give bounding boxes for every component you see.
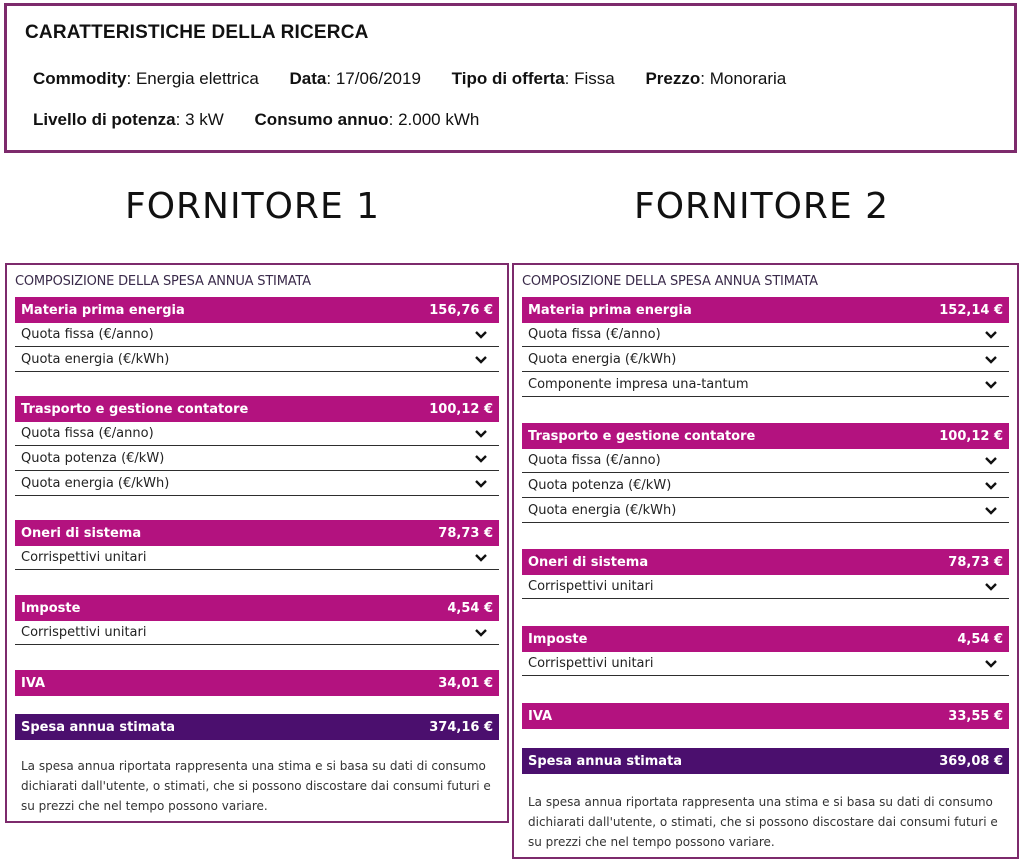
- consumption-field: Consumo annuo: 2.000 kWh: [254, 110, 480, 129]
- iva-bar: IVA 34,01 €: [15, 670, 499, 696]
- trasporto-quota-energia-row[interactable]: Quota energia (€/kWh): [522, 499, 1009, 523]
- trasporto-bar: Trasporto e gestione contatore 100,12 €: [15, 396, 499, 422]
- commodity-field: Commodity: Energia elettrica: [33, 69, 259, 88]
- date-field: Data: 17/06/2019: [289, 69, 421, 88]
- search-row-2: [33, 110, 505, 130]
- panel-title: COMPOSIZIONE DELLA SPESA ANNUA STIMATA: [522, 274, 818, 289]
- supplier-2-cost-panel: [512, 263, 1019, 859]
- supplier-1-heading: FORNITORE 1: [125, 186, 381, 227]
- search-characteristics-box: [4, 3, 1017, 153]
- imposte-corrispettivi-row[interactable]: Corrispettivi unitari: [522, 652, 1009, 676]
- materia-prima-bar: Materia prima energia 156,76 €: [15, 297, 499, 323]
- materia-prima-bar: Materia prima energia 152,14 €: [522, 297, 1009, 323]
- chevron-down-icon: [985, 582, 997, 592]
- trasporto-bar: Trasporto e gestione contatore 100,12 €: [522, 423, 1009, 449]
- chevron-down-icon: [985, 380, 997, 390]
- materia-componente-impresa-row[interactable]: Componente impresa una-tantum: [522, 373, 1009, 397]
- trasporto-quota-potenza-row[interactable]: Quota potenza (€/kW): [15, 447, 499, 471]
- total-spesa-bar: Spesa annua stimata 374,16 €: [15, 714, 499, 740]
- imposte-bar: Imposte 4,54 €: [15, 595, 499, 621]
- chevron-down-icon: [475, 330, 487, 340]
- materia-quota-energia-row[interactable]: Quota energia (€/kWh): [15, 348, 499, 372]
- imposte-bar: Imposte 4,54 €: [522, 626, 1009, 652]
- chevron-down-icon: [475, 429, 487, 439]
- panel-title: COMPOSIZIONE DELLA SPESA ANNUA STIMATA: [15, 274, 311, 289]
- offer-type-field: Tipo di offerta: Fissa: [451, 69, 615, 88]
- search-row-1: [33, 69, 812, 89]
- chevron-down-icon: [475, 553, 487, 563]
- chevron-down-icon: [985, 355, 997, 365]
- oneri-corrispettivi-row[interactable]: Corrispettivi unitari: [522, 575, 1009, 599]
- chevron-down-icon: [475, 355, 487, 365]
- supplier-1-cost-panel: [5, 263, 509, 823]
- chevron-down-icon: [985, 481, 997, 491]
- chevron-down-icon: [475, 479, 487, 489]
- disclaimer-note: La spesa annua riportata rappresenta una stima e si basa su dati di consumo dichiarati dall'utente, o stimati, che si possono discostare dai consumi futuri e su prezzi che nel tempo possono variare.: [528, 795, 998, 849]
- oneri-bar: Oneri di sistema 78,73 €: [522, 549, 1009, 575]
- materia-quota-fissa-row[interactable]: Quota fissa (€/anno): [15, 323, 499, 347]
- oneri-bar: Oneri di sistema 78,73 €: [15, 520, 499, 546]
- chevron-down-icon: [985, 506, 997, 516]
- price-field: Prezzo: Monoraria: [645, 69, 787, 88]
- trasporto-quota-fissa-row[interactable]: Quota fissa (€/anno): [522, 449, 1009, 473]
- chevron-down-icon: [475, 628, 487, 638]
- power-field: Livello di potenza: 3 kW: [33, 110, 224, 129]
- search-title: CARATTERISTICHE DELLA RICERCA: [25, 22, 369, 43]
- trasporto-quota-energia-row[interactable]: Quota energia (€/kWh): [15, 472, 499, 496]
- iva-bar: IVA 33,55 €: [522, 703, 1009, 729]
- trasporto-quota-fissa-row[interactable]: Quota fissa (€/anno): [15, 422, 499, 446]
- chevron-down-icon: [475, 454, 487, 464]
- disclaimer-note: La spesa annua riportata rappresenta una stima e si basa su dati di consumo dichiarati dall'utente, o stimati, che si possono discostare dai consumi futuri e su prezzi che nel tempo possono variare.: [21, 759, 491, 813]
- chevron-down-icon: [985, 456, 997, 466]
- chevron-down-icon: [985, 330, 997, 340]
- trasporto-quota-potenza-row[interactable]: Quota potenza (€/kW): [522, 474, 1009, 498]
- total-spesa-bar: Spesa annua stimata 369,08 €: [522, 748, 1009, 774]
- supplier-2-heading: FORNITORE 2: [634, 186, 890, 227]
- materia-quota-energia-row[interactable]: Quota energia (€/kWh): [522, 348, 1009, 372]
- chevron-down-icon: [985, 659, 997, 669]
- imposte-corrispettivi-row[interactable]: Corrispettivi unitari: [15, 621, 499, 645]
- oneri-corrispettivi-row[interactable]: Corrispettivi unitari: [15, 546, 499, 570]
- materia-quota-fissa-row[interactable]: Quota fissa (€/anno): [522, 323, 1009, 347]
